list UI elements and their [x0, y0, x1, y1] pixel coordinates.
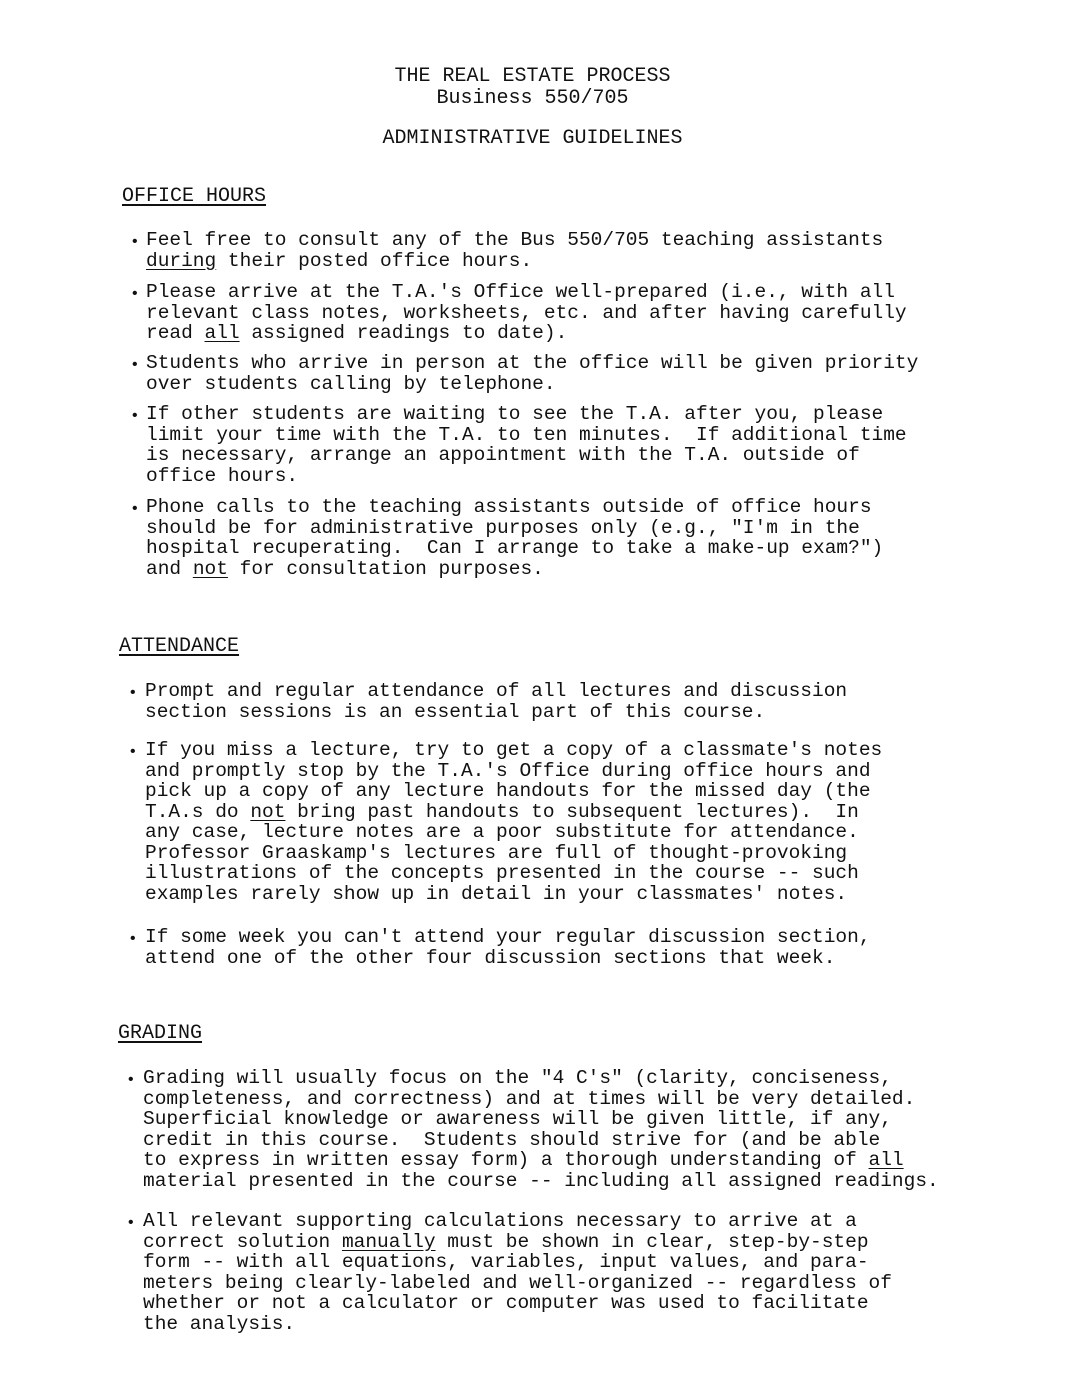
bullet-mark: •: [130, 407, 140, 425]
bullet-mark: •: [128, 743, 138, 761]
attendance-bullet-2: If you miss a lecture, try to get a copy of a classmate's notes and promptly stop by the T.A.'s Office during office hours and pick up a copy of any lecture handouts for the missed day (the T.A.s do not bring past handouts to subsequent lectures). In any case, lecture notes are a poor substitute for attendance. Professor Graaskamp's lectures are full of thought-provoking illustrations of the concepts presented in the course -- such examples rarely show up in detail in your classmates' notes.: [145, 739, 883, 905]
section-heading-office-hours: OFFICE HOURS: [122, 185, 267, 208]
section-heading-attendance: ATTENDANCE: [119, 635, 240, 658]
bullet-mark: •: [130, 356, 140, 374]
bullet-mark: •: [126, 1071, 136, 1089]
office-hours-bullet-4: If other students are waiting to see the T.A. after you, please limit your time with the T.A. to ten minutes. If additional time is necessary, arrange an appointment with the T.A. outside of office hours.: [146, 403, 907, 487]
attendance-bullet-3: If some week you can't attend your regular discussion section, attend one of the other four discussion sections that week.: [145, 926, 871, 969]
office-hours-bullet-1: Feel free to consult any of the Bus 550/705 teaching assistants during their posted office hours.: [146, 229, 884, 272]
section-heading-grading: GRADING: [118, 1022, 203, 1045]
grading-bullet-2: All relevant supporting calculations necessary to arrive at a correct solution manually must be shown in clear, step-by-step form -- with all equations, variables, input values, and para- meters being clearly-labeled and well-organized -- regardless of whether or not a calculator or computer was used to facilitate the analysis.: [143, 1210, 892, 1335]
grading-bullet-1: Grading will usually focus on the "4 C's" (clarity, conciseness, completeness, and correctness) and at times will be very detailed. Superficial knowledge or awareness will be given little, if any, credit in this course. Students should strive for (and be able to express in written essay form) a thorough understanding of all material presented in the course -- including all assigned readings.: [143, 1067, 939, 1192]
office-hours-bullet-3: Students who arrive in person at the office will be given priority over students calling by telephone.: [146, 352, 919, 395]
bullet-mark: •: [130, 500, 140, 518]
bullet-mark: •: [126, 1214, 136, 1232]
office-hours-bullet-2: Please arrive at the T.A.'s Office well-prepared (i.e., with all relevant class notes, worksheets, etc. and after having carefully read all assigned readings to date).: [146, 281, 907, 344]
office-hours-bullet-5: Phone calls to the teaching assistants outside of office hours should be for administrative purposes only (e.g., "I'm in the hospital recuperating. Can I arrange to take a make-up exam?") and not for consultation purposes.: [146, 496, 884, 580]
bullet-mark: •: [130, 285, 140, 303]
course-number: Business 550/705: [436, 87, 629, 110]
bullet-mark: •: [128, 684, 138, 702]
document-title: THE REAL ESTATE PROCESS: [394, 65, 671, 88]
attendance-bullet-1: Prompt and regular attendance of all lectures and discussion section sessions is an essential part of this course.: [145, 680, 848, 723]
document-subtitle: ADMINISTRATIVE GUIDELINES: [382, 127, 683, 150]
bullet-mark: •: [130, 233, 140, 251]
bullet-mark: •: [128, 930, 138, 948]
